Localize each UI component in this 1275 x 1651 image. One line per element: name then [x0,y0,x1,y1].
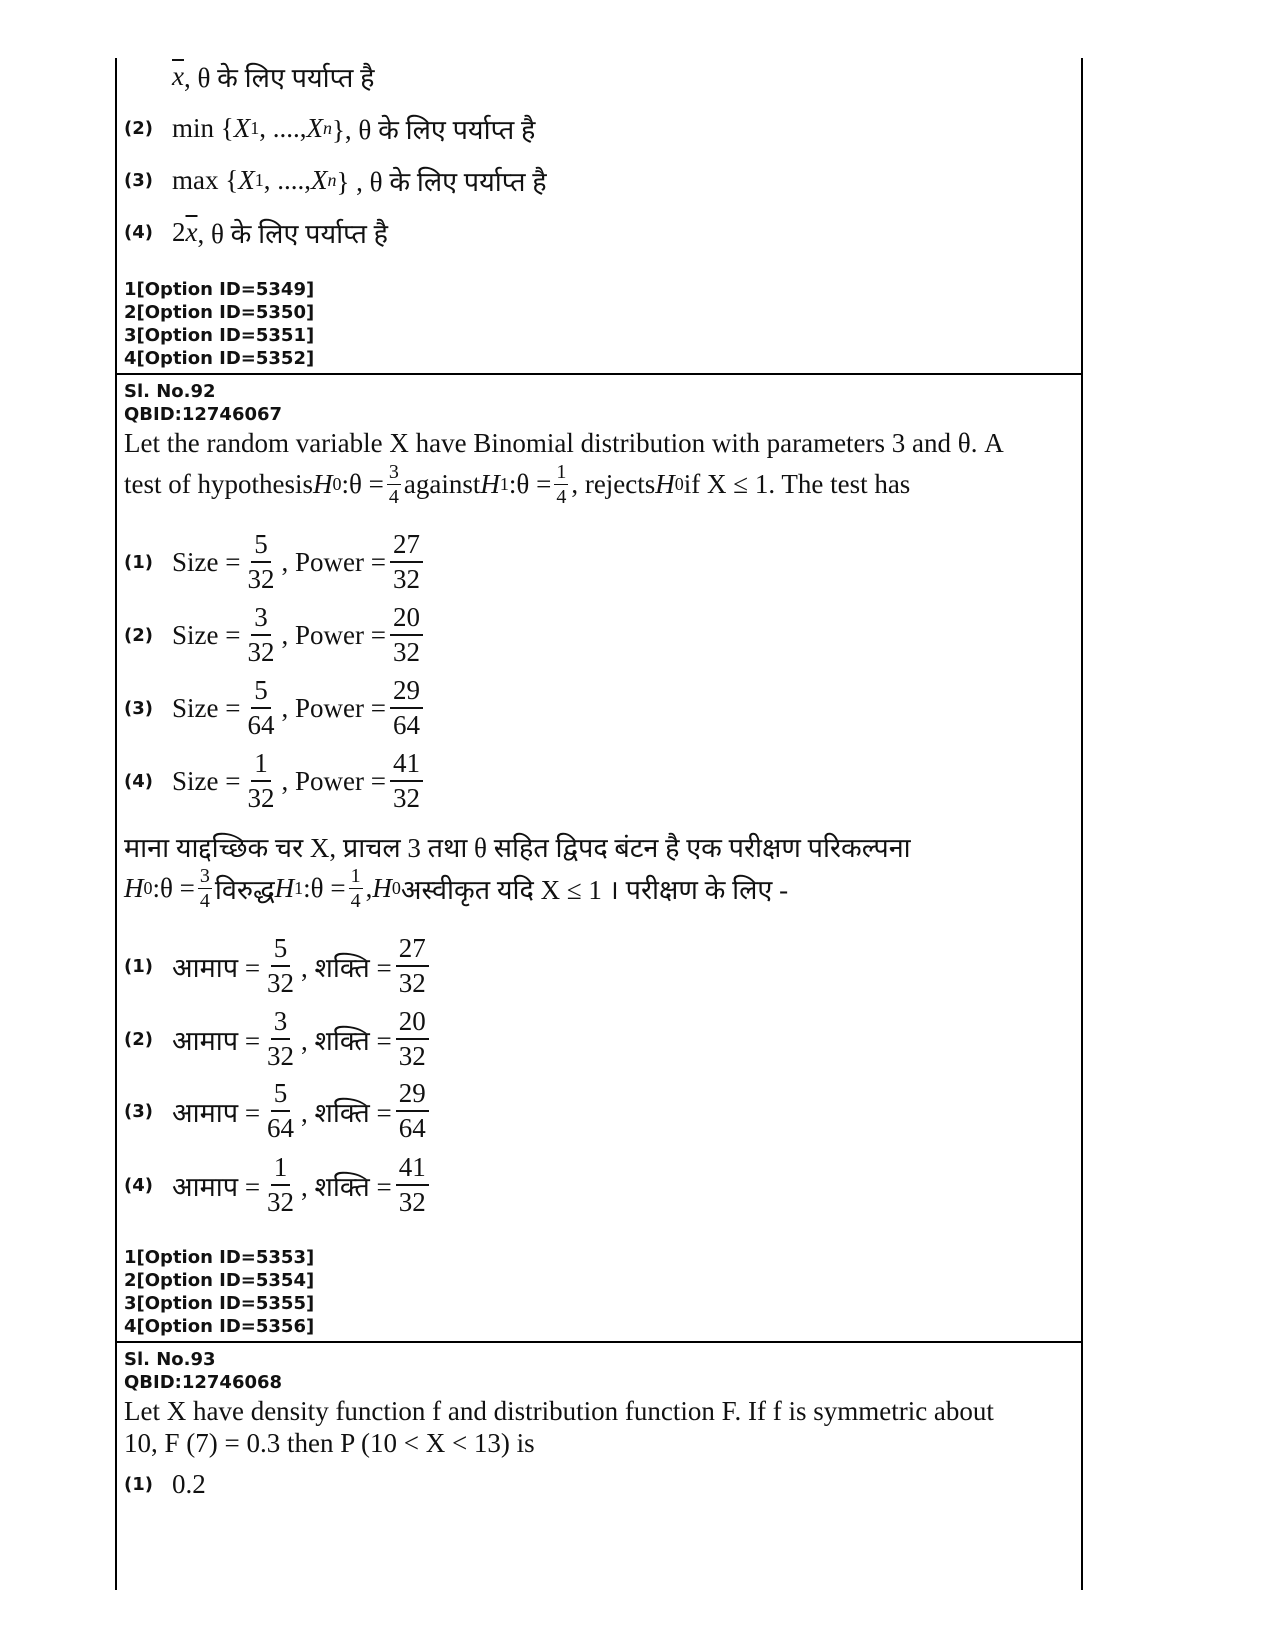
option-id: 4[Option ID=5352] [124,348,315,369]
option-id: 1[Option ID=5353] [124,1247,315,1268]
option-id: 4[Option ID=5356] [124,1316,315,1337]
serial-number: Sl. No.92 [124,381,216,402]
q93-en-line2: 10, F (7) = 0.3 then P (10 < X < 13) is [124,1428,535,1458]
qbid: QBID:12746067 [124,404,283,425]
q92-en-option-3: (3) Size = $\frac{5}{64}$ , Power = $\frac{29}{64}$ [124,676,427,740]
option-id: 3[Option ID=5351] [124,325,315,346]
q92-en-option-4: (4) Size = $\frac{1}{32}$ , Power = $\frac{41}{32}$ [124,749,427,813]
qbid: QBID:12746068 [124,1372,283,1393]
q93-en-line1: Let X have density function f and distribution function F. If f is symmetric about [124,1396,994,1426]
serial-number: Sl. No.93 [124,1349,216,1370]
q92-hi-option-1: (1) आमाप = $\frac{5}{32}$ , शक्ति = $\frac{27}{32}$ [124,934,433,998]
q93-option-1: (1) 0.2 [124,1468,206,1499]
q92-header [124,380,1074,426]
prev-option-4: (4) 2 $\overline{x}$ , θ के लिए पर्याप्त है [124,216,388,249]
q92-en-option-1: (1) Size = $\frac{5}{32}$ , Power = $\frac{27}{32}$ [124,530,427,594]
q92-option-ids [124,1246,1074,1338]
option-id: 3[Option ID=5355] [124,1293,315,1314]
q93-header [124,1348,1074,1394]
option-id: 1[Option ID=5349] [124,279,315,300]
prev-option-3: (3) max { X 1 , ...., X n } , θ के लिए पर्याप्त है [124,164,547,197]
option-id: 2[Option ID=5350] [124,302,315,323]
prev-cont-line: $\overline{x}$ , θ के लिए पर्याप्त है [172,61,375,93]
q92-en-line2: test of hypothesis H 0 :θ = $\frac{3}{4}$ against H 1 :θ = $\frac{1}{4}$ , rejects H 0 if X ≤ 1. The test has [124,461,911,508]
q92-en-line1: Let the random variable X have Binomial distribution with parameters 3 and θ. A [124,428,1004,458]
q92-hi-line1: माना याद्दच्छिक चर X, प्राचल 3 तथा θ सहित द्विपद बंटन है एक परीक्षण परिकल्पना [124,833,911,863]
q92-hi-option-3: (3) आमाप = $\frac{5}{64}$ , शक्ति = $\frac{29}{64}$ [124,1079,433,1143]
q92-en-option-2: (2) Size = $\frac{3}{32}$ , Power = $\frac{20}{32}$ [124,603,427,667]
divider [115,373,1083,375]
q92-hi-option-2: (2) आमाप = $\frac{3}{32}$ , शक्ति = $\frac{20}{32}$ [124,1007,433,1071]
prev-option-2: (2) min { X 1 , ...., X n }, θ के लिए पर्याप्त है [124,112,536,145]
q92-hi-option-4: (4) आमाप = $\frac{1}{32}$ , शक्ति = $\frac{41}{32}$ [124,1153,433,1217]
prev-option-ids [124,278,1074,370]
divider [115,1341,1083,1343]
q92-hi-line2: H 0 :θ = $\frac{3}{4}$ विरुद्ध H 1 :θ = $\frac{1}{4}$ , H 0 अस्वीकृत यदि X ≤ 1 । परीक्षण के लिए - [124,865,789,912]
option-id: 2[Option ID=5354] [124,1270,315,1291]
